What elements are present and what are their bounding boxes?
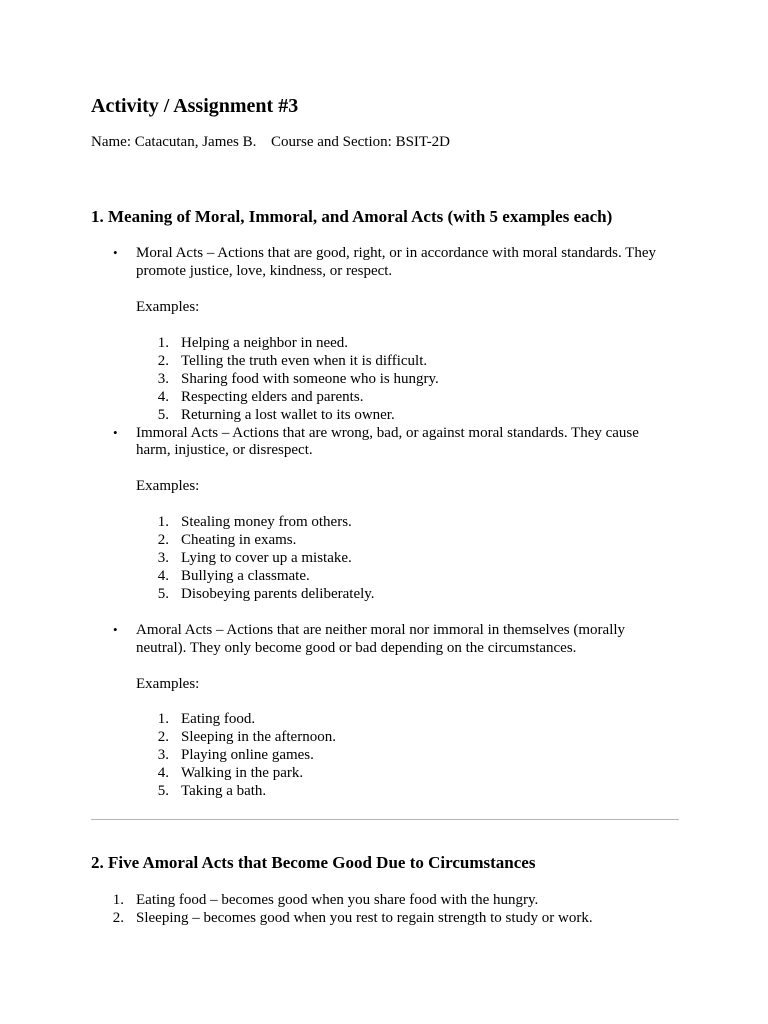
list-number: 5. — [157, 407, 169, 423]
list-item: Sleeping – becomes good when you rest to regain strength to study or work. — [136, 910, 593, 926]
horizontal-divider — [91, 819, 679, 820]
list-item: Cheating in exams. — [181, 532, 297, 548]
list-item: Lying to cover up a mistake. — [181, 550, 352, 566]
list-number: 2. — [157, 729, 169, 745]
list-number: 1. — [157, 335, 169, 351]
list-number: 5. — [157, 783, 169, 799]
list-number: 1. — [157, 711, 169, 727]
section1-heading: 1. Meaning of Moral, Immoral, and Amoral Acts (with 5 examples each) — [91, 207, 613, 226]
list-number: 2. — [112, 910, 124, 926]
page-title: Activity / Assignment #3 — [91, 95, 299, 117]
list-item: Walking in the park. — [181, 765, 304, 781]
list-item: Eating food – becomes good when you share food with the hungry. — [136, 892, 539, 908]
list-item: Sleeping in the afternoon. — [181, 729, 336, 745]
list-number: 2. — [157, 532, 169, 548]
list-number: 1. — [157, 514, 169, 530]
list-item: Helping a neighbor in need. — [181, 335, 349, 351]
section2-heading: 2. Five Amoral Acts that Become Good Due to Circumstances — [91, 853, 536, 872]
list-item: Respecting elders and parents. — [181, 389, 364, 405]
list-number: 3. — [157, 371, 169, 387]
list-item: Disobeying parents deliberately. — [181, 586, 375, 602]
bullet-marker: • — [113, 622, 118, 637]
list-number: 3. — [157, 550, 169, 566]
student-name: Name: Catacutan, James B. — [91, 134, 257, 150]
list-item: Eating food. — [181, 711, 256, 727]
immoral-definition-line1: Immoral Acts – Actions that are wrong, bad, or against moral standards. They cause — [136, 425, 639, 441]
list-item: Bullying a classmate. — [181, 568, 310, 584]
bullet-marker: • — [113, 425, 118, 440]
moral-definition-line2: promote justice, love, kindness, or respect. — [136, 263, 393, 279]
amoral-definition-line2: neutral). They only become good or bad depending on the circumstances. — [136, 640, 577, 656]
list-item: Taking a bath. — [181, 783, 267, 799]
list-item: Returning a lost wallet to its owner. — [181, 407, 395, 423]
list-number: 4. — [157, 765, 169, 781]
bullet-marker: • — [113, 245, 118, 260]
list-number: 2. — [157, 353, 169, 369]
list-item: Telling the truth even when it is difficult. — [181, 353, 428, 369]
amoral-examples-label: Examples: — [136, 676, 200, 692]
moral-examples-label: Examples: — [136, 299, 200, 315]
list-item: Playing online games. — [181, 747, 314, 763]
list-number: 4. — [157, 389, 169, 405]
amoral-definition-line1: Amoral Acts – Actions that are neither moral nor immoral in themselves (morally — [136, 622, 626, 638]
immoral-definition-line2: harm, injustice, or disrespect. — [136, 442, 313, 458]
list-number: 1. — [112, 892, 124, 908]
list-number: 4. — [157, 568, 169, 584]
moral-definition-line1: Moral Acts – Actions that are good, right, or in accordance with moral standards. They — [136, 245, 657, 261]
list-item: Sharing food with someone who is hungry. — [181, 371, 439, 387]
list-number: 5. — [157, 586, 169, 602]
list-item: Stealing money from others. — [181, 514, 352, 530]
course-section: Course and Section: BSIT-2D — [271, 134, 451, 150]
immoral-examples-label: Examples: — [136, 478, 200, 494]
list-number: 3. — [157, 747, 169, 763]
